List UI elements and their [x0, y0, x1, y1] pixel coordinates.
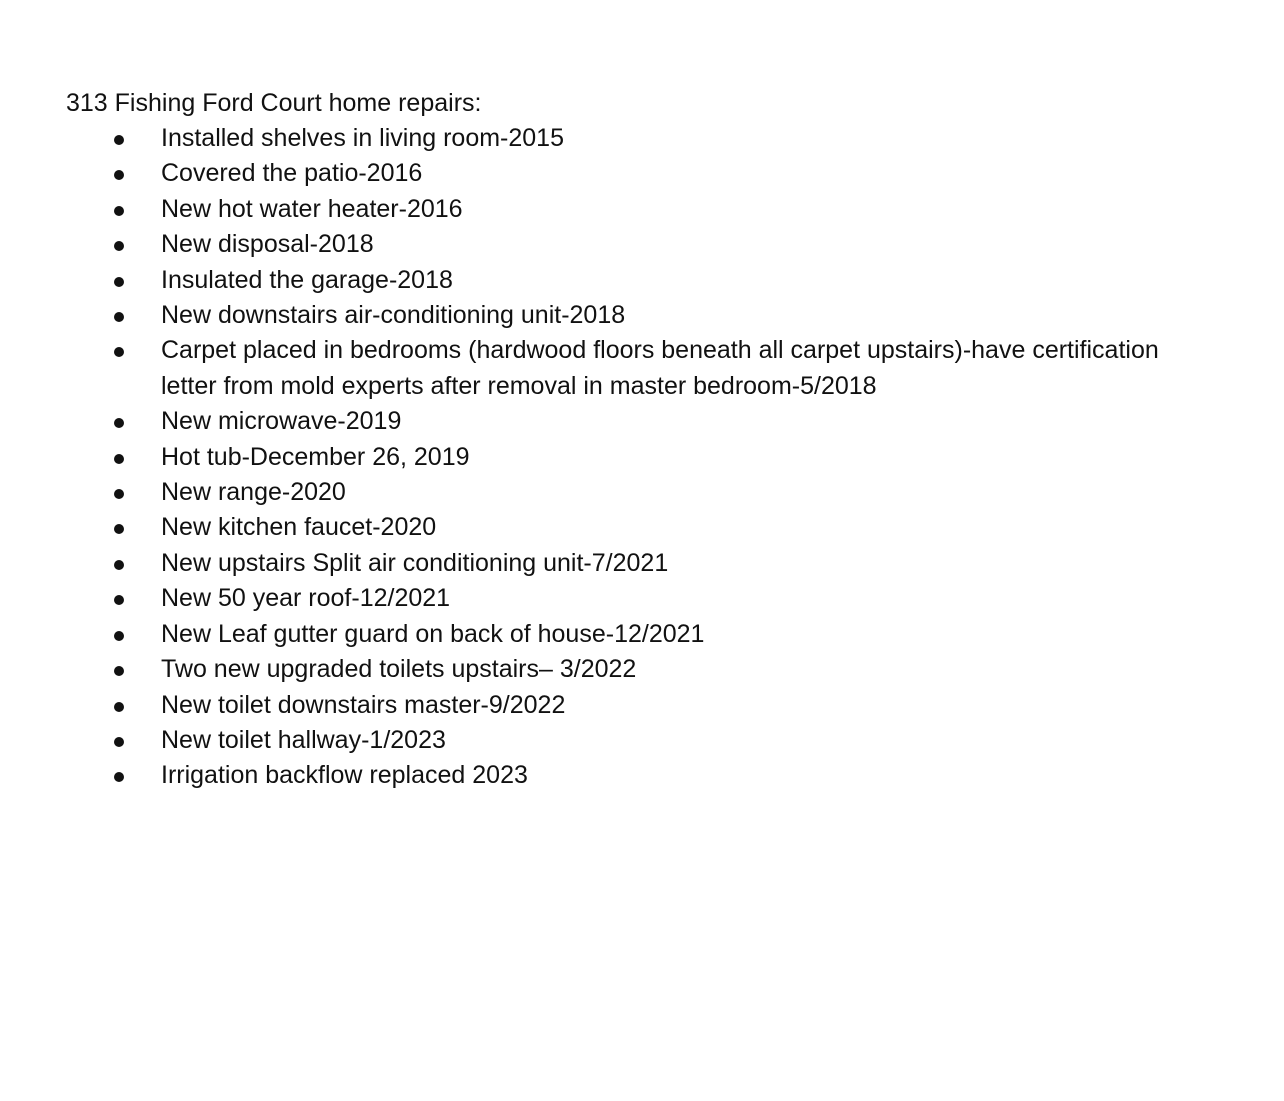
list-item-text: Insulated the garage-2018 [161, 265, 453, 294]
bullet-icon [114, 524, 124, 534]
list-item [0, 652, 1240, 687]
list-item [0, 192, 1240, 227]
list-item-text: New kitchen faucet-2020 [161, 513, 437, 542]
list-item [0, 758, 1240, 793]
bullet-icon [114, 631, 124, 641]
document-heading: 313 Fishing Ford Court home repairs: [66, 89, 482, 117]
bullet-icon [114, 241, 124, 251]
list-item [0, 475, 1240, 510]
bullet-icon [114, 772, 124, 782]
list-item [0, 156, 1240, 191]
list-item-text: Hot tub-December 26, 2019 [161, 442, 470, 471]
list-item [0, 263, 1240, 298]
bullet-icon [114, 489, 124, 499]
list-item [0, 617, 1240, 652]
list-item-text: Irrigation backflow replaced 2023 [161, 761, 528, 790]
list-item [0, 227, 1240, 262]
bullet-icon [114, 737, 124, 747]
list-item-text: Covered the patio-2016 [161, 159, 423, 188]
list-item-text: New toilet hallway-1/2023 [161, 725, 446, 754]
list-item-text: New upstairs Split air conditioning unit-7/2021 [161, 548, 669, 577]
list-item [0, 298, 1240, 333]
list-item-text: Carpet placed in bedrooms (hardwood floors beneath all carpet upstairs)-have certification letter from mold experts after removal in master bedroom-5/2018 [161, 336, 1159, 400]
list-item-text: New 50 year roof-12/2021 [161, 584, 451, 613]
list-item-text: New downstairs air-conditioning unit-2018 [161, 301, 626, 330]
bullet-icon [114, 454, 124, 464]
list-item [0, 333, 1240, 404]
bullet-icon [114, 595, 124, 605]
bullet-icon [114, 312, 124, 322]
list-item [0, 581, 1240, 616]
bullet-icon [114, 206, 124, 216]
bullet-icon [114, 347, 124, 357]
list-item [0, 404, 1240, 439]
list-item-text: New Leaf gutter guard on back of house-12/2021 [161, 619, 705, 648]
bullet-icon [114, 666, 124, 676]
list-item-text: New toilet downstairs master-9/2022 [161, 690, 566, 719]
bullet-icon [114, 418, 124, 428]
list-item [0, 723, 1240, 758]
list-item-text: New hot water heater-2016 [161, 194, 463, 223]
bullet-icon [114, 277, 124, 287]
bullet-icon [114, 135, 124, 145]
list-item-text: New disposal-2018 [161, 230, 374, 259]
repairs-list [0, 121, 1284, 794]
list-item [0, 440, 1240, 475]
bullet-icon [114, 170, 124, 180]
bullet-icon [114, 702, 124, 712]
list-item-text: New range-2020 [161, 478, 346, 507]
list-item-text: Two new upgraded toilets upstairs– 3/2022 [161, 655, 637, 684]
list-item-text: Installed shelves in living room-2015 [161, 124, 564, 152]
list-item [0, 510, 1240, 545]
list-item [0, 546, 1240, 581]
list-item [0, 121, 1240, 156]
list-item-text: New microwave-2019 [161, 407, 402, 436]
list-item [0, 688, 1240, 723]
bullet-icon [114, 560, 124, 570]
